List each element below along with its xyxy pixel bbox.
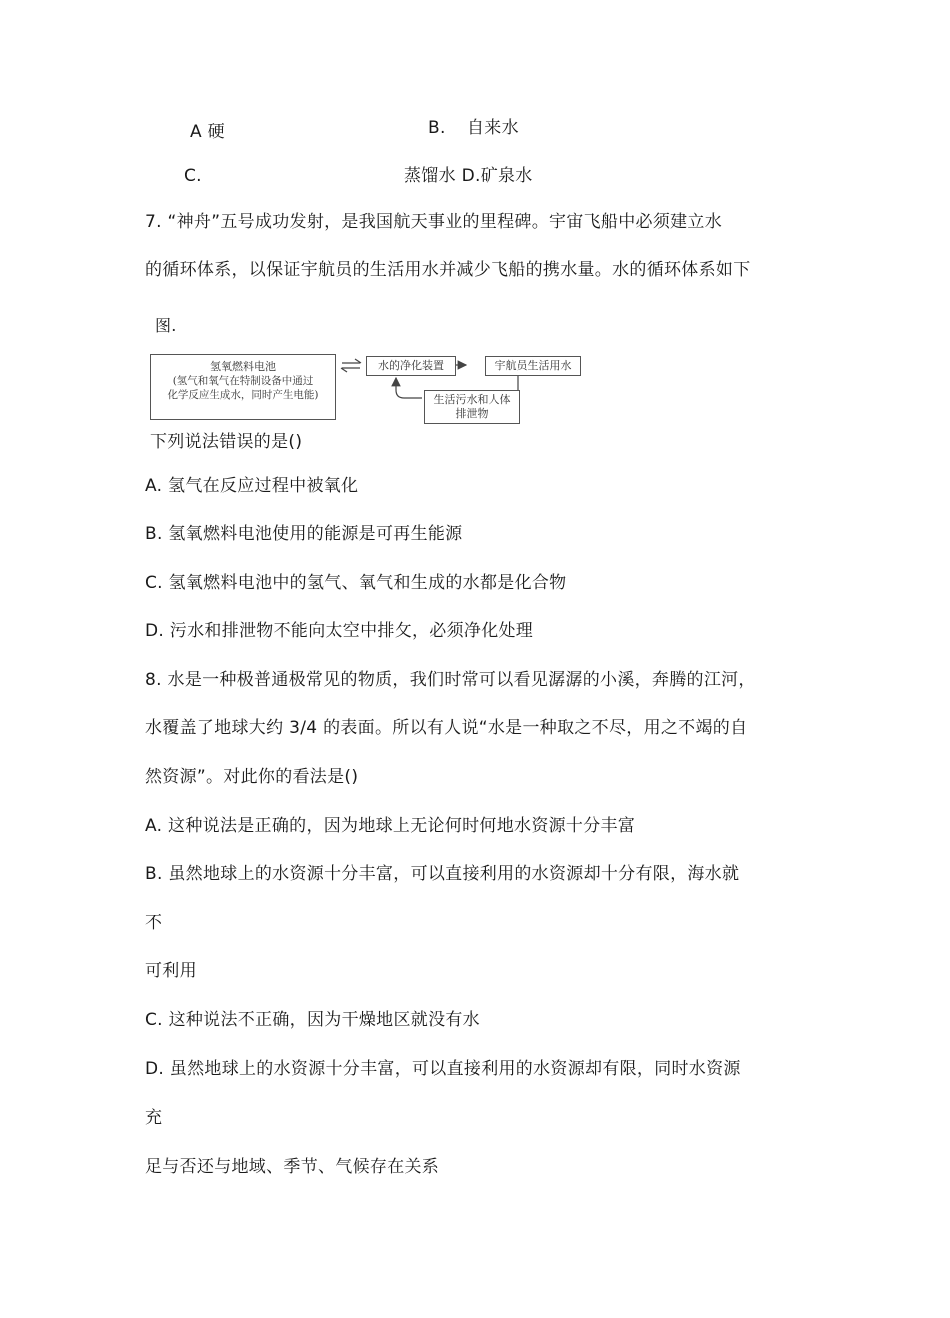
crew-water-box: 宇航员生活用水: [485, 356, 581, 376]
q8-option-b-line1: B. 虽然地球上的水资源十分丰富，可以直接利用的水资源却十分有限，海水就: [145, 864, 740, 884]
q8-option-a: A. 这种说法是正确的，因为地球上无论何时何地水资源十分丰富: [145, 816, 636, 836]
fuel-cell-desc-1: (氢气和氧气在特制设备中通过: [172, 375, 314, 387]
waste-line1: 生活污水和人体: [433, 393, 511, 406]
fuel-cell-desc-2: 化学反应生成水，同时产生电能): [167, 389, 319, 401]
q8-option-b-line2: 不: [145, 913, 163, 933]
q8-stem-line2: 水覆盖了地球大约 3/4 的表面。所以有人说“水是一种取之不尽，用之不竭的自: [145, 718, 748, 738]
q8-stem-line1: 8. 水是一种极普通极常见的物质，我们时常可以看见潺潺的小溪，奔腾的江河，: [145, 670, 756, 690]
q6-option-b-text: 自来水: [467, 118, 519, 138]
q6-option-cd-text: 蒸馏水 D.矿泉水: [404, 166, 533, 186]
fuel-cell-title: 氢氧燃料电池: [210, 360, 276, 373]
waste-box: [424, 390, 520, 424]
q7-option-c: C. 氢氧燃料电池中的氢气、氧气和生成的水都是化合物: [145, 573, 567, 593]
q7-stem-line2: 的循环体系，以保证宇航员的生活用水并减少飞船的携水量。水的循环体系如下: [145, 260, 751, 280]
waste-line2: 排泄物: [455, 407, 489, 420]
q7-option-a: A. 氢气在反应过程中被氧化: [145, 476, 359, 496]
q8-option-d-line1: D. 虽然地球上的水资源十分丰富，可以直接利用的水资源却有限，同时水资源: [145, 1059, 741, 1079]
q7-option-b: B. 氢氧燃料电池使用的能源是可再生能源: [145, 524, 463, 544]
q8-option-d-line3: 足与否还与地域、季节、气候存在关系: [145, 1157, 440, 1177]
q8-option-d-line2: 充: [145, 1108, 163, 1128]
q7-stem-line3: 图.: [155, 316, 177, 335]
purifier-box: 水的净化装置: [366, 356, 456, 376]
arrow-to-purifier: [396, 378, 422, 398]
bidirectional-arrow: [341, 359, 361, 372]
q6-option-a: A 硬: [190, 122, 225, 142]
q7-prompt: 下列说法错误的是(): [150, 432, 303, 452]
q8-stem-line3: 然资源”。对此你的看法是(): [145, 767, 359, 787]
q7-option-d: D. 污水和排泄物不能向太空中排攵，必须净化处理: [145, 621, 534, 641]
q6-option-b-letter: B.: [428, 118, 446, 138]
q8-option-b-line3: 可利用: [145, 961, 197, 981]
q6-option-c-letter: C.: [184, 166, 202, 186]
water-cycle-diagram: [148, 352, 588, 426]
q8-option-c: C. 这种说法不正确，因为干燥地区就没有水: [145, 1010, 480, 1030]
q7-stem-line1: 7. “神舟”五号成功发射，是我国航天事业的里程碑。宇宙飞船中必须建立水: [145, 212, 723, 232]
